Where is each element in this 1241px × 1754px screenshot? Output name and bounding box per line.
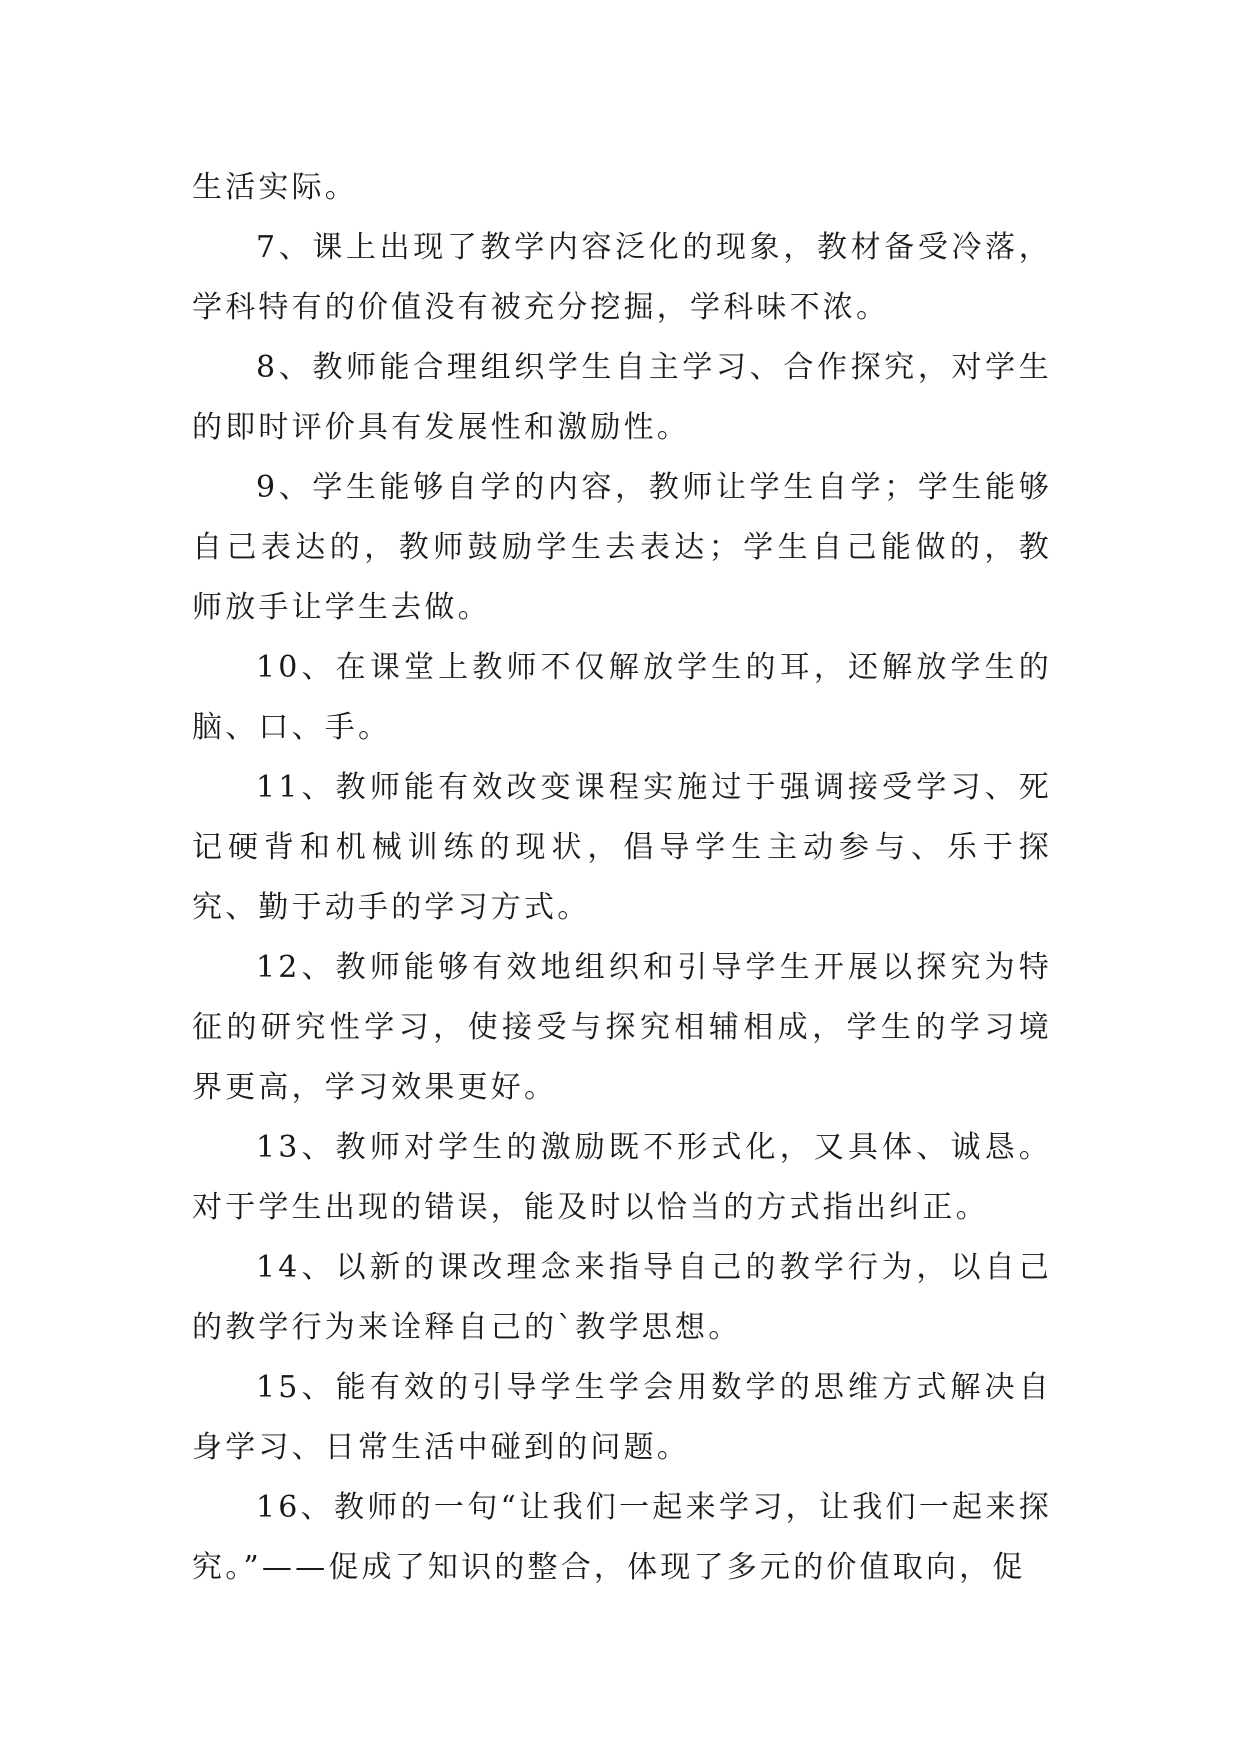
paragraph-item-14: 14、以新的课改理念来指导自己的教学行为，以自己的教学行为来诠释自己的`教学思想。 — [192, 1250, 1052, 1345]
paragraph-item-9: 9、学生能够自学的内容，教师让学生自学；学生能够自己表达的，教师鼓励学生去表达；学生自己能做的，教师放手让学生去做。 — [192, 470, 1052, 625]
paragraph-item-11: 11、教师能有效改变课程实施过于强调接受学习、死记硬背和机械训练的现状，倡导学生主动参与、乐于探究、勤于动手的学习方式。 — [192, 770, 1052, 925]
paragraph-item-12: 12、教师能够有效地组织和引导学生开展以探究为特征的研究性学习，使接受与探究相辅相成，学生的学习境界更高，学习效果更好。 — [192, 950, 1052, 1105]
paragraph-item-15: 15、能有效的引导学生学会用数学的思维方式解决自身学习、日常生活中碰到的问题。 — [192, 1370, 1052, 1465]
paragraph-item-7: 7、课上出现了教学内容泛化的现象，教材备受冷落，学科特有的价值没有被充分挖掘，学科味不浓。 — [192, 230, 1052, 325]
paragraph-item-10: 10、在课堂上教师不仅解放学生的耳，还解放学生的脑、口、手。 — [192, 650, 1052, 745]
paragraph-continued: 生活实际。 — [192, 170, 358, 205]
paragraph-item-16: 16、教师的一句“让我们一起来学习，让我们一起来探究。”——促成了知识的整合，体现了多元的价值取向，促 — [192, 1490, 1052, 1585]
paragraph-item-13: 13、教师对学生的激励既不形式化，又具体、诚恳。对于学生出现的错误，能及时以恰当的方式指出纠正。 — [192, 1130, 1052, 1225]
paragraph-item-8: 8、教师能合理组织学生自主学习、合作探究，对学生的即时评价具有发展性和激励性。 — [192, 350, 1052, 445]
document-body — [192, 158, 1052, 1598]
